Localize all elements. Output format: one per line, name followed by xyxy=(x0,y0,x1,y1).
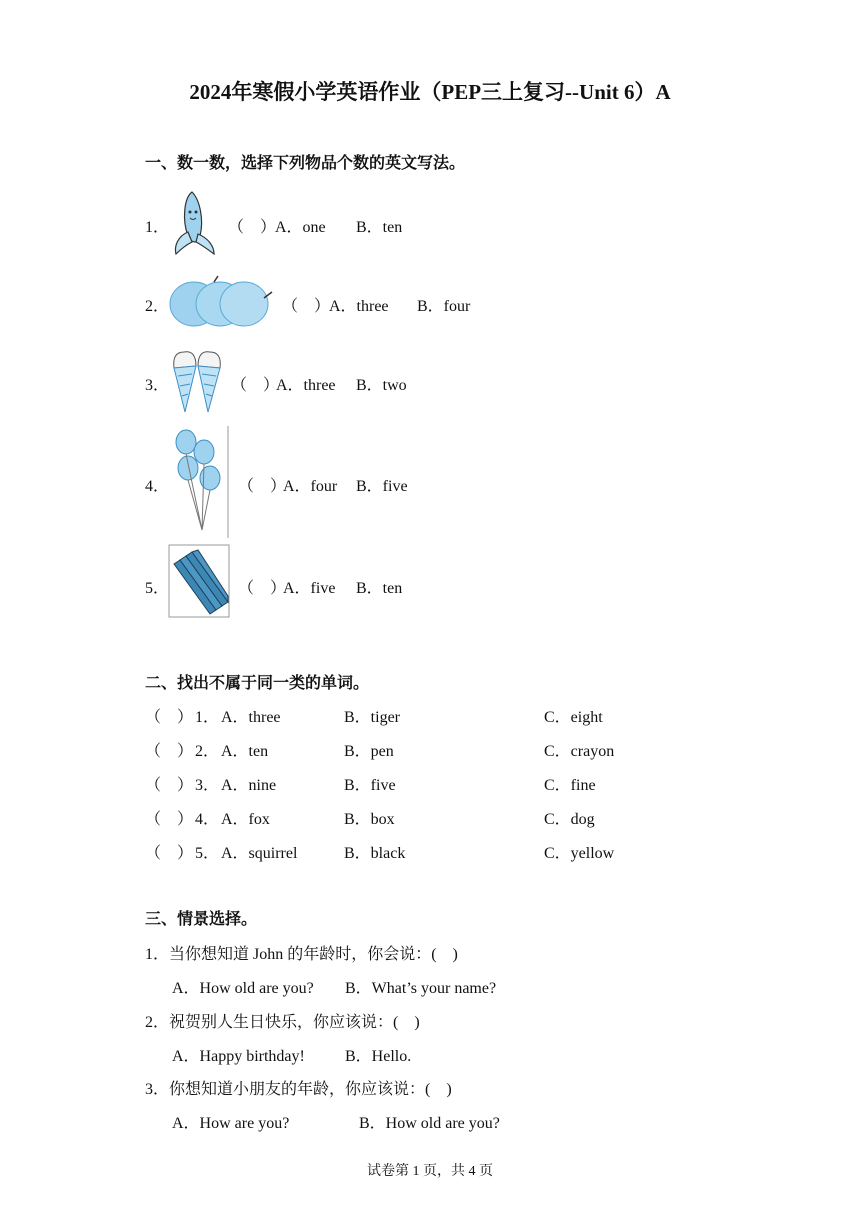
item-5-answer-paren[interactable]: （ ） xyxy=(238,580,287,597)
row-option-a[interactable]: A．three xyxy=(221,709,281,726)
banana-icon xyxy=(168,186,220,258)
item-3-answer-paren[interactable]: （ ） xyxy=(231,377,280,394)
question-2: 2．祝贺别人生日快乐，你应该说：( ) xyxy=(145,1014,420,1031)
page-footer: 试卷第 1 页，共 4 页 xyxy=(367,1164,493,1179)
section-2-heading: 二、找出不属于同一类的单词。 xyxy=(145,675,370,692)
row-option-b[interactable]: B．box xyxy=(344,811,395,828)
row-option-b[interactable]: B．tiger xyxy=(344,709,400,726)
apples-icon xyxy=(168,272,274,330)
question-1-option-a[interactable]: A．How old are you? xyxy=(172,980,314,997)
item-4-option-b[interactable]: B．five xyxy=(356,478,408,495)
item-3-number: 3． xyxy=(145,377,170,394)
item-4-option-a[interactable]: A．four xyxy=(283,478,338,495)
row-option-a[interactable]: A．squirrel xyxy=(221,845,298,862)
balloons-icon xyxy=(168,426,232,538)
page-title: 2024年寒假小学英语作业（PEP三上复习--Unit 6）A xyxy=(189,80,671,104)
item-1-option-b[interactable]: B．ten xyxy=(356,219,403,236)
question-3: 3．你想知道小朋友的年龄，你应该说：( ) xyxy=(145,1081,452,1098)
item-5-number: 5． xyxy=(145,580,170,597)
row-option-a[interactable]: A．fox xyxy=(221,811,270,828)
question-3-option-a[interactable]: A．How are you? xyxy=(172,1115,290,1132)
question-3-option-b[interactable]: B．How old are you? xyxy=(359,1115,500,1132)
item-1-number: 1． xyxy=(145,219,170,236)
row-option-b[interactable]: B．black xyxy=(344,845,406,862)
row-option-c[interactable]: C．eight xyxy=(544,709,603,726)
row-number: 5． xyxy=(195,845,220,862)
question-2-option-a[interactable]: A．Happy birthday! xyxy=(172,1048,305,1065)
item-5-option-b[interactable]: B．ten xyxy=(356,580,403,597)
row-answer-paren[interactable]: （ ） xyxy=(145,743,194,760)
row-option-a[interactable]: A．ten xyxy=(221,743,269,760)
row-answer-paren[interactable]: （ ） xyxy=(145,811,194,828)
item-5-option-a[interactable]: A．five xyxy=(283,580,336,597)
item-2-number: 2． xyxy=(145,298,170,315)
section-3-heading: 三、情景选择。 xyxy=(145,911,258,928)
row-option-b[interactable]: B．pen xyxy=(344,743,394,760)
row-answer-paren[interactable]: （ ） xyxy=(145,845,194,862)
row-option-c[interactable]: C．crayon xyxy=(544,743,615,760)
item-2-option-a[interactable]: A．three xyxy=(329,298,389,315)
row-option-a[interactable]: A．nine xyxy=(221,777,277,794)
item-3-option-a[interactable]: A．three xyxy=(276,377,336,394)
row-option-c[interactable]: C．dog xyxy=(544,811,595,828)
item-3-option-b[interactable]: B．two xyxy=(356,377,407,394)
section-1-heading: 一、数一数，选择下列物品个数的英文写法。 xyxy=(145,155,466,172)
row-answer-paren[interactable]: （ ） xyxy=(145,777,194,794)
pencils-icon xyxy=(168,544,232,620)
row-option-b[interactable]: B．five xyxy=(344,777,396,794)
item-1-answer-paren[interactable]: （ ） xyxy=(228,219,277,236)
row-option-c[interactable]: C．yellow xyxy=(544,845,615,862)
item-4-number: 4． xyxy=(145,478,170,495)
row-number: 4． xyxy=(195,811,220,828)
item-2-answer-paren[interactable]: （ ） xyxy=(282,298,331,315)
row-number: 2． xyxy=(195,743,220,760)
row-option-c[interactable]: C．fine xyxy=(544,777,596,794)
item-4-answer-paren[interactable]: （ ） xyxy=(238,478,287,495)
question-2-option-b[interactable]: B．Hello. xyxy=(345,1048,412,1065)
item-1-option-a[interactable]: A．one xyxy=(275,219,326,236)
row-number: 1． xyxy=(195,709,220,726)
row-answer-paren[interactable]: （ ） xyxy=(145,709,194,726)
question-1-option-b[interactable]: B．What’s your name? xyxy=(345,980,497,997)
row-number: 3． xyxy=(195,777,220,794)
item-2-option-b[interactable]: B．four xyxy=(417,298,471,315)
question-1: 1．当你想知道 John 的年龄时，你会说：( ) xyxy=(145,946,458,963)
ice-creams-icon xyxy=(168,344,228,416)
